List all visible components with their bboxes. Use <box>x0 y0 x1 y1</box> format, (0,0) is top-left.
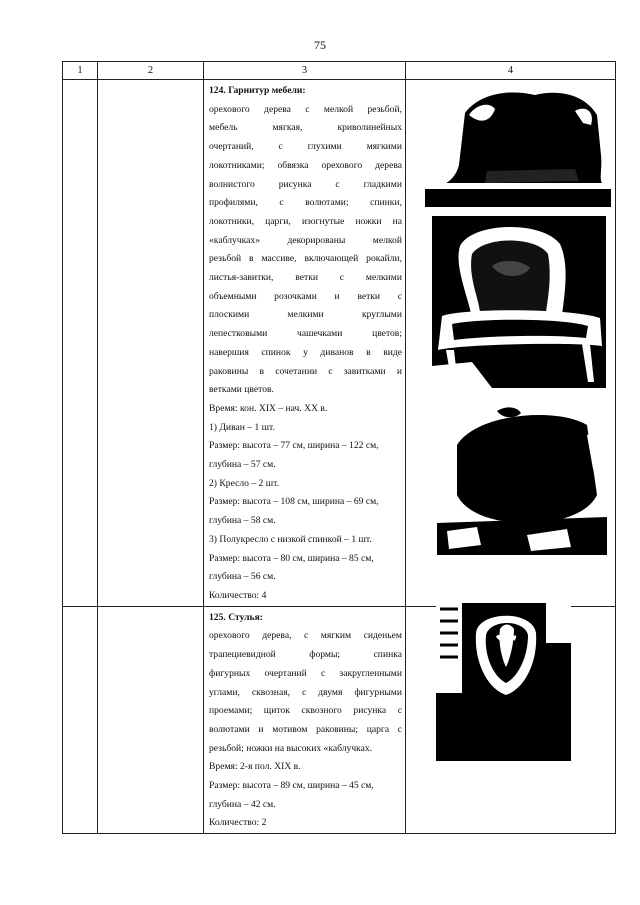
detail-line: 1) Диван – 1 шт. <box>209 421 275 433</box>
cell-number <box>63 606 98 833</box>
description-line: локотники, царги, изогнутые ножки на <box>209 215 402 227</box>
description-line: орехового дерева, с мягким сиденьем <box>209 630 402 642</box>
description-line: «каблучках» декорированы мелкой <box>209 234 402 246</box>
description-line: навершия спинок у диванов в виде <box>209 346 402 358</box>
description-line: очертаний, с глухими мягкими <box>209 141 402 153</box>
detail-line: глубина – 57 см. <box>209 459 276 471</box>
column-header: 4 <box>406 62 616 80</box>
description-line: раковины в сочетании с завитками и <box>209 365 402 377</box>
armchair-photo <box>432 216 606 388</box>
description-line: резьбой; ножки на высоких «каблучках. <box>209 742 373 754</box>
column-header: 2 <box>98 62 204 80</box>
description-line: резьбой в массиве, включающей рокайли, <box>209 253 402 265</box>
description-line: мебель мягкая, криволинейных <box>209 122 402 134</box>
entry-description <box>204 607 405 833</box>
description-line: ветками цветов. <box>209 384 274 396</box>
sofa-photo <box>425 85 611 207</box>
detail-line: Количество: 2 <box>209 817 267 829</box>
detail-line: глубина – 56 см. <box>209 571 276 583</box>
cell-empty <box>98 80 204 607</box>
low-back-chair-photo <box>437 405 607 555</box>
description-line: орехового дерева с мелкой резьбой, <box>209 103 402 115</box>
cell-empty <box>98 606 204 833</box>
cell-number <box>63 80 98 607</box>
cell-description <box>204 80 406 607</box>
detail-line: глубина – 42 см. <box>209 798 276 810</box>
detail-line: Время: 2-я пол. XIX в. <box>209 761 301 773</box>
description-line: волнистого рисунка с гладкими <box>209 178 402 190</box>
detail-line: 3) Полукресло с низкой спинкой – 1 шт. <box>209 533 372 545</box>
column-header: 1 <box>63 62 98 80</box>
description-line: лепестковыми чашечками цветов; <box>209 328 402 340</box>
detail-line: Размер: высота – 108 см, ширина – 69 см, <box>209 496 379 508</box>
entry-title: 124. Гарнитур мебели: <box>209 85 306 96</box>
entry-title: 125. Стулья: <box>209 611 263 623</box>
detail-line: Размер: высота – 89 см, ширина – 45 см, <box>209 780 374 792</box>
detail-line: Размер: высота – 77 см, ширина – 122 см, <box>209 440 379 452</box>
detail-line: Время: кон. XIX – нач. XX в. <box>209 402 328 414</box>
description-line: плоскими мелкими круглыми <box>209 309 402 321</box>
description-line: листья-завитки, ветки с мелкими <box>209 272 402 284</box>
description-line: углами, сквозная, с двумя фигурными <box>209 686 402 698</box>
description-line: волютами и мотивом раковины; царга с <box>209 723 402 735</box>
detail-line: Размер: высота – 80 см, ширина – 85 см, <box>209 552 374 564</box>
description-line: фигурных очертаний с закругленными <box>209 667 402 679</box>
description-line: профилями, с волютами; спинки, <box>209 197 402 209</box>
column-header: 3 <box>204 62 406 80</box>
chair-photo <box>436 603 571 761</box>
detail-line: глубина – 58 см. <box>209 515 276 527</box>
detail-line: Количество: 4 <box>209 589 267 601</box>
description-line: проемами; щиток сквозного рисунка с <box>209 705 402 717</box>
detail-line: 2) Кресло – 2 шт. <box>209 477 279 489</box>
page-number: 75 <box>314 38 326 52</box>
cell-description <box>204 606 406 833</box>
entry-description <box>204 80 405 606</box>
table-header-row <box>63 62 616 80</box>
description-line: объемными розочками и ветки с <box>209 290 402 302</box>
description-line: локотниками; обвязка орехового дерева <box>209 159 402 171</box>
description-line: трапециевидной формы; спинка <box>209 649 402 661</box>
